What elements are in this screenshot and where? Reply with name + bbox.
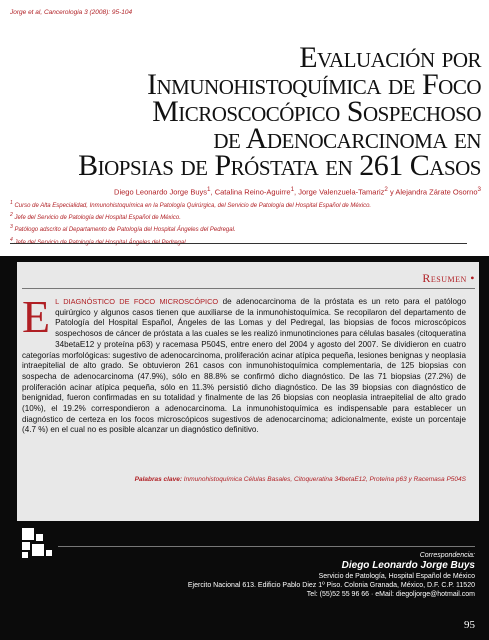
title-line-4: de Adenocarcinoma en (213, 122, 481, 155)
author-name: Jorge Valenzuela-Tamariz (298, 187, 385, 197)
divider (10, 243, 467, 244)
correspondence (188, 551, 475, 599)
title-line-2: Inmunohistoquímica de Foco (147, 68, 481, 101)
abstract-heading-text: Resumen (422, 271, 467, 285)
keywords-label: Palabras clave: (134, 476, 182, 483)
correspondence-contact: Tel: (55)52 55 96 66 · eMail: diegoljorge@hotmail.com (306, 591, 475, 598)
title-line-1: Evaluación por (299, 41, 481, 74)
bullet-icon: • (470, 271, 475, 285)
square-shape (36, 534, 43, 541)
affiliation-num: 4 (10, 236, 13, 243)
abstract-body (22, 291, 466, 436)
affiliation-item (10, 223, 371, 235)
article-title (11, 41, 481, 182)
square-shape (32, 544, 44, 556)
affiliation-num: 3 (10, 224, 13, 231)
correspondence-name: Diego Leonardo Jorge Buys (341, 560, 475, 571)
correspondence-label: Correspondencia: (419, 552, 475, 559)
author-name: Catalina Reino-Aguirre (214, 187, 291, 197)
affiliations (10, 199, 371, 248)
author-sup: 2 (384, 186, 388, 193)
author-sup: 3 (477, 186, 481, 193)
affiliation-text: Patólogo adscrito al Departamento de Patología del Hospital Ángeles del Pedregal. (14, 227, 236, 234)
author-name: Diego Leonardo Jorge Buys (114, 187, 208, 197)
affiliation-text: Curso de Alta Especialidad, Inmunohistoquímica en la Patología Quirúrgica, del Servicio de Patología del Hospital Español de México. (14, 203, 372, 209)
affiliation-item (10, 236, 371, 248)
title-line-5: Biopsias de Próstata en 261 Casos (78, 149, 481, 182)
square-shape (22, 552, 28, 558)
abstract-text: de adenocarcinoma de la próstata es un reto para el patólogo quirúrgico y algunos casos tienen que auxiliarse de la inmunohistoquímica. Se recopilaron del departamento de Patología del Hospital Español, Ángeles de las Lomas y del Pedregal, las biopsias de focos microscópicos sospechosos de cáncer de próstata a las cuales se les realizó inmunotinciones para células basales (citoqueratina 34betaE12 y proteína p63) y racemasa P504S, entre enero del 2004 y agosto del 2007. Se dividieron en cuatro categorías morfológicas: sugestivo de adenocarcinoma, proliferación acinar atípica pequeña, lesiones benignas y neoplasia intraepitelial de alto grado. Se obtuvieron 261 casos con inmunohistoquímica complementaria, de 125 biopsias con sospecha de adenocarcinoma (47.9%), sólo en 88.8% se confirmó dicho diagnóstico. De las 71 biopsias (27.2%) de proliferación acinar atípica pequeña, sólo en 11.3% persistió dicho diagnóstico. De las 39 biopsias con diagnóstico de benignidad, fueron confirmadas en su totalidad y finalmente de las 26 biopsias con neoplasia intraepitelial de alto grado (10%), el 19.2% correspondieron a adenocarcinoma. La inmunohistoquímica es indispensable para establecer un diagnóstico de certeza en los focos microscópicos sugestivos de adenocarcinoma; adicionalmente, existe un porcentaje (4.7 %) en el cual no es posible alcanzar un diagnóstico definitivo. (22, 297, 466, 435)
correspondence-line: Servicio de Patología, Hospital Español de México (318, 573, 475, 580)
affiliation-num: 1 (10, 200, 13, 206)
affiliation-item (10, 211, 371, 223)
keywords (22, 476, 466, 483)
square-shape (22, 542, 30, 550)
journal-citation: Jorge et al, Cancerologia 3 (2008): 95-104 (10, 9, 133, 16)
square-shape (46, 550, 52, 556)
author-sup: 1 (207, 186, 211, 193)
keywords-text: Inmunohistoquímica Células Basales, Citoqueratina 34betaE12, Proteína p63 y Racemasa P504S (181, 476, 466, 483)
divider (22, 288, 475, 289)
author-name: Alejandra Zárate Osorno (395, 187, 478, 197)
author-sup: 1 (290, 186, 295, 193)
affiliation-item (10, 199, 371, 211)
correspondence-address: Ejercito Nacional 613. Edificio Pablo Diez 1º Piso. Colonia Granada, México, D.F. C.P. 11520 (187, 582, 475, 589)
abstract-heading (422, 271, 475, 286)
square-shape (22, 528, 34, 540)
affiliation-num: 2 (10, 212, 13, 219)
author-list: Diego Leonardo Jorge Buys$^1$, Catalina Reino-Aguirre$^1$, Jorge Valenzuela-Tamariz$^2$ y Alejandra Zárate Osorno$^3$ (114, 186, 481, 197)
abstract-lead: L DIAGNÓSTICO DE FOCO MICROSCÓPICO (55, 297, 219, 306)
page-number: 95 (464, 619, 475, 631)
affiliation-text: Jefe del Servicio de Patología del Hospital Español de México. (14, 215, 181, 222)
divider (58, 546, 475, 547)
title-line-3: Microscocópico Sospechoso (152, 95, 481, 128)
drop-cap: E (22, 291, 51, 342)
